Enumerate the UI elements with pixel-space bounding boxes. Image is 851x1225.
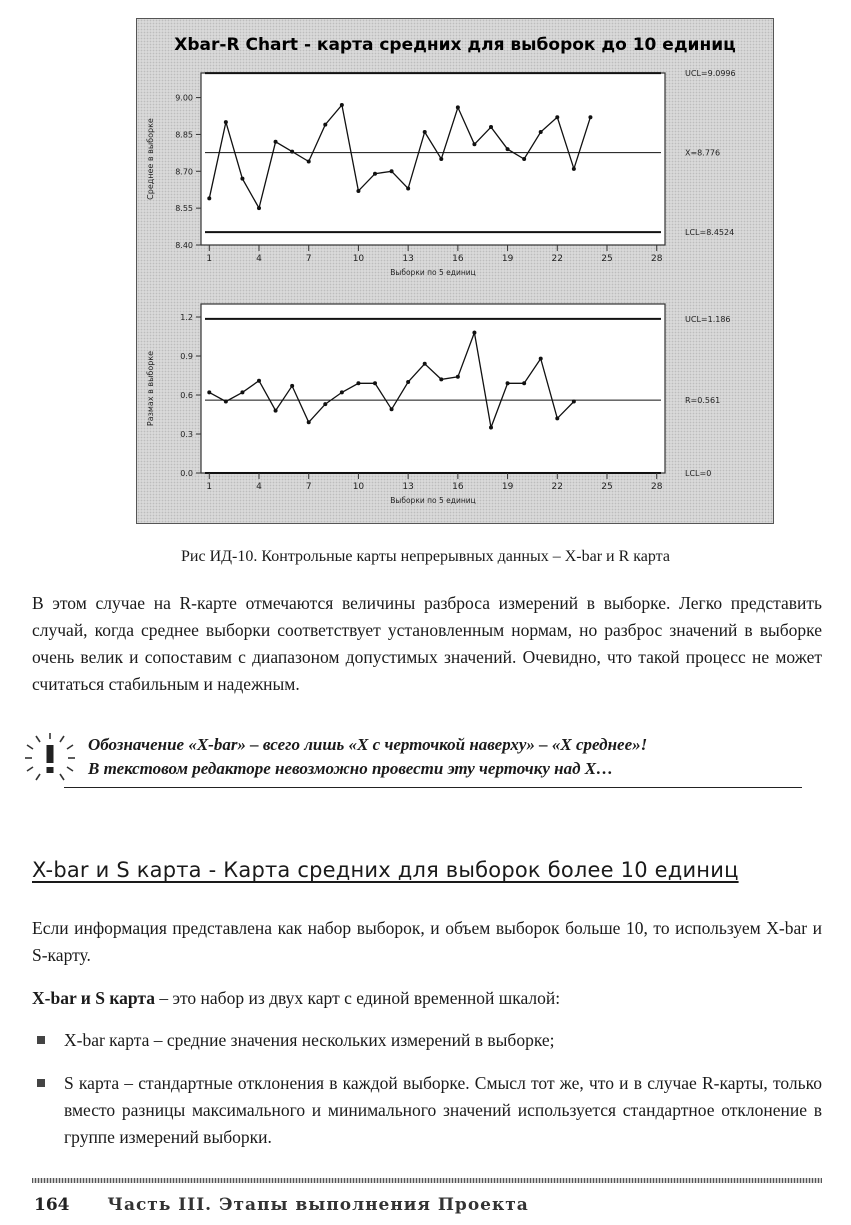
note-line-1: Обозначение «X-bar» – всего лишь «X с черточкой наверху» – «X среднее»! xyxy=(88,735,648,754)
data-point xyxy=(406,186,410,190)
x-tick-label: 1 xyxy=(206,482,213,492)
data-point xyxy=(456,105,460,109)
paragraph-definition xyxy=(32,985,822,1012)
data-point xyxy=(539,130,543,134)
data-point xyxy=(356,189,360,193)
data-point xyxy=(555,416,559,420)
data-point xyxy=(290,384,294,388)
data-point xyxy=(307,420,311,424)
x-tick-label: 25 xyxy=(601,254,613,264)
plot-area xyxy=(201,304,665,473)
data-point xyxy=(539,357,543,361)
x-axis-label: Выборки по 5 единиц xyxy=(390,496,476,505)
control-limit-label: X=8.776 xyxy=(685,148,721,158)
data-point xyxy=(274,409,278,413)
x-tick-label: 10 xyxy=(352,254,365,264)
section-heading: X-bar и S карта - Карта средних для выборок более 10 единиц xyxy=(32,858,739,882)
x-tick-label: 28 xyxy=(650,482,663,492)
y-tick-label: 0.9 xyxy=(180,352,193,361)
y-tick-label: 8.70 xyxy=(175,167,193,177)
data-point xyxy=(572,167,576,171)
x-tick-label: 7 xyxy=(305,482,312,492)
data-point xyxy=(522,381,526,385)
data-point xyxy=(506,381,510,385)
x-tick-label: 28 xyxy=(650,254,663,264)
data-point xyxy=(439,377,443,381)
data-point xyxy=(356,381,360,385)
page-number: 164 xyxy=(34,1195,70,1215)
x-tick-label: 19 xyxy=(501,254,514,264)
data-point xyxy=(340,390,344,394)
data-point xyxy=(240,177,244,181)
y-tick-label: 9.00 xyxy=(175,93,193,103)
data-point xyxy=(240,390,244,394)
y-tick-label: 8.55 xyxy=(175,204,193,214)
list-item-text: S карта – стандартные отклонения в каждой выборке. Смысл тот же, что и в случае R-карты, только вместо разницы максимального и минимального значений используется стандартное отклонение в группе измерений выборки. xyxy=(64,1073,822,1147)
data-point xyxy=(555,115,559,119)
data-point xyxy=(588,115,592,119)
data-point xyxy=(207,390,211,394)
x-tick-label: 7 xyxy=(305,254,312,264)
y-tick-label: 1.2 xyxy=(180,313,193,322)
control-limit-label: UCL=1.186 xyxy=(685,314,731,324)
data-point xyxy=(439,157,443,161)
figure-caption: Рис ИД-10. Контрольные карты непрерывных данных – X-bar и R карта xyxy=(181,548,670,565)
y-tick-label: 0.0 xyxy=(180,469,193,478)
data-point xyxy=(472,331,476,335)
control-limit-label: LCL=0 xyxy=(685,469,712,478)
note-underline xyxy=(64,787,802,788)
note-line-2: В текстовом редакторе невозможно провести эту черточку над X… xyxy=(88,759,614,778)
y-tick-label: 8.40 xyxy=(175,241,193,250)
x-tick-label: 25 xyxy=(601,482,613,492)
data-point xyxy=(257,206,261,210)
control-chart-figure xyxy=(136,18,774,524)
paragraph-intro: Если информация представлена как набор выборок, и объем выборок больше 10, то используем X-bar и S-карту. xyxy=(32,918,822,965)
exclamation-burst-icon xyxy=(24,733,76,783)
paragraph-rchart: В этом случае на R-карте отмечаются величины разброса измерений в выборке. Легко представить случай, когда среднее выборки соответствует установленным нормам, но разброс значений в выборке очень велик и сопоставим с диапазоном допустимых значений. Очевидно, что такой процесс не может считаться стабильным и надежным. xyxy=(32,593,822,694)
bullet-square-icon xyxy=(37,1036,45,1044)
y-tick-label: 8.85 xyxy=(175,130,193,140)
data-point xyxy=(323,402,327,406)
data-point xyxy=(207,196,211,200)
data-point xyxy=(423,130,427,134)
data-point xyxy=(489,426,493,430)
definition-term: X-bar и S карта xyxy=(32,988,155,1008)
data-point xyxy=(406,380,410,384)
x-tick-label: 4 xyxy=(256,482,262,492)
y-tick-label: 0.6 xyxy=(180,391,193,400)
x-tick-label: 22 xyxy=(551,482,564,492)
data-point xyxy=(290,150,294,154)
data-point xyxy=(340,103,344,107)
x-tick-label: 16 xyxy=(452,254,464,264)
bullet-square-icon xyxy=(37,1079,45,1087)
chart-title: Xbar-R Chart - карта средних для выборок до 10 единиц xyxy=(174,35,736,55)
data-point xyxy=(224,400,228,404)
data-point xyxy=(522,157,526,161)
data-point xyxy=(390,407,394,411)
data-point xyxy=(224,120,228,124)
list-item-text: X-bar карта – средние значения нескольких измерений в выборке; xyxy=(64,1030,555,1050)
data-point xyxy=(257,379,261,383)
page-footer xyxy=(34,1195,529,1215)
list-item xyxy=(32,1070,822,1151)
x-tick-label: 19 xyxy=(501,482,514,492)
x-tick-label: 13 xyxy=(402,482,414,492)
y-axis-label: Размах в выборке xyxy=(146,350,155,427)
x-tick-label: 22 xyxy=(551,254,564,264)
data-point xyxy=(572,400,576,404)
x-tick-label: 16 xyxy=(452,482,464,492)
data-point xyxy=(472,142,476,146)
data-point xyxy=(506,147,510,151)
data-point xyxy=(373,381,377,385)
x-tick-label: 1 xyxy=(206,254,213,264)
data-point xyxy=(323,123,327,127)
footer-rule xyxy=(32,1178,822,1183)
control-limit-label: LCL=8.4524 xyxy=(685,228,735,238)
data-point xyxy=(307,159,311,163)
data-point xyxy=(423,362,427,366)
definition-text: – это набор из двух карт с единой временной шкалой: xyxy=(154,988,561,1008)
data-point xyxy=(373,172,377,176)
y-tick-label: 0.3 xyxy=(180,430,193,439)
data-point xyxy=(456,375,460,379)
control-limit-label: UCL=9.0996 xyxy=(685,69,736,79)
data-point xyxy=(489,125,493,129)
list-item xyxy=(32,1027,822,1054)
y-axis-label: Среднее в выборке xyxy=(146,118,155,200)
x-axis-label: Выборки по 5 единиц xyxy=(390,268,476,277)
data-point xyxy=(274,140,278,144)
plot-area xyxy=(201,73,665,245)
x-tick-label: 4 xyxy=(256,254,262,264)
control-limit-label: R=0.561 xyxy=(685,396,721,406)
running-title: Часть III. Этапы выполнения Проекта xyxy=(107,1195,529,1215)
xbar-r-chart xyxy=(137,19,773,523)
x-tick-label: 13 xyxy=(402,254,414,264)
data-point xyxy=(390,169,394,173)
x-tick-label: 10 xyxy=(352,482,365,492)
